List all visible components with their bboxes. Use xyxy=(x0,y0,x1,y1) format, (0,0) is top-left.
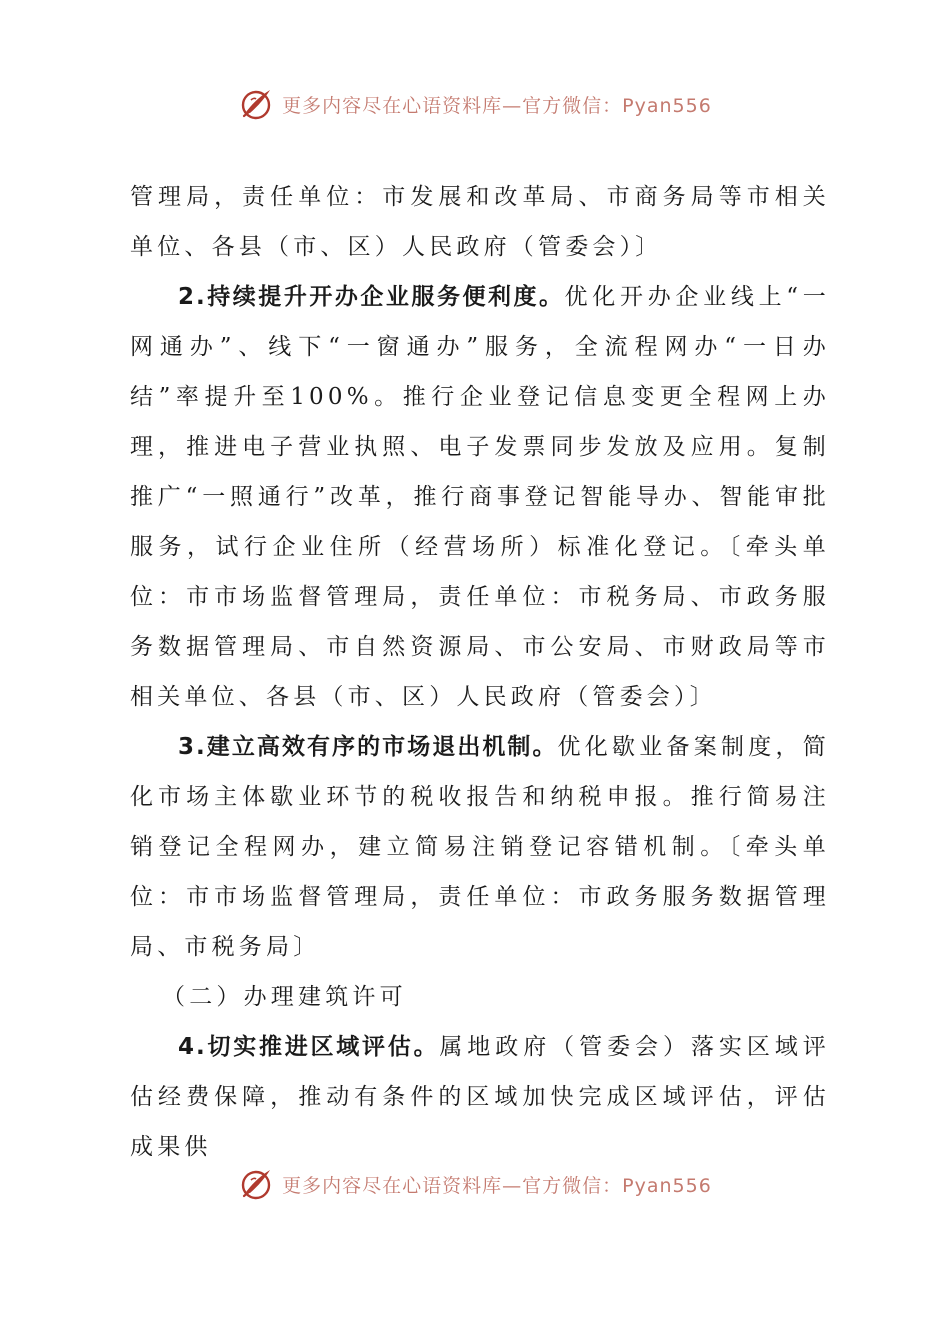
item-3-paragraph xyxy=(130,722,830,972)
watermark-wechat-id: Pyan556 xyxy=(622,1174,712,1197)
document-body xyxy=(130,172,830,1172)
item-2-text: 优化开办企业线上“一网通办”、线下“一窗通办”服务，全流程网办“一日办结”率提升至100%。推行企业登记信息变更全程网上办理，推进电子营业执照、电子发票同步发放及应用。复制推广“一照通行”改革，推行商事登记智能导办、智能审批服务，试行企业住所（经营场所）标准化登记。〔牵头单位：市市场监督管理局，责任单位：市税务局、市政务服务数据管理局、市自然资源局、市公安局、市财政局等市相关单位、各县（市、区）人民政府（管委会）〕 xyxy=(130,284,830,710)
watermark-text: 更多内容尽在心语资料库—官方微信：Pyan556 xyxy=(282,1174,712,1197)
section-heading: （二）办理建筑许可 xyxy=(162,984,407,1010)
watermark-banner-top xyxy=(0,82,950,126)
quill-seal-icon xyxy=(238,86,274,122)
quill-seal-icon xyxy=(238,1166,274,1202)
item-2-lead: 2.持续提升开办企业服务便利度。 xyxy=(178,284,565,310)
item-2-paragraph xyxy=(130,272,830,722)
watermark-wechat-id: Pyan556 xyxy=(622,94,712,117)
item-4-text: 属地政府（管委会）落实区域评估经费保障，推动有条件的区域加快完成区域评估，评估成果供 xyxy=(130,1034,830,1160)
item-4-paragraph xyxy=(130,1022,830,1172)
paragraph-continuation: 管理局，责任单位：市发展和改革局、市商务局等市相关单位、各县（市、区）人民政府（管委会）〕 xyxy=(130,184,830,260)
item-3-lead: 3.建立高效有序的市场退出机制。 xyxy=(178,734,558,760)
watermark-text: 更多内容尽在心语资料库—官方微信：Pyan556 xyxy=(282,94,712,117)
item-4-lead: 4.切实推进区域评估。 xyxy=(178,1034,440,1060)
item-3-text: 优化歇业备案制度，简化市场主体歇业环节的税收报告和纳税申报。推行简易注销登记全程网办，建立简易注销登记容错机制。〔牵头单位：市市场监督管理局，责任单位：市政务服务数据管理局、市税务局〕 xyxy=(130,734,831,960)
watermark-banner-bottom xyxy=(0,1162,950,1206)
